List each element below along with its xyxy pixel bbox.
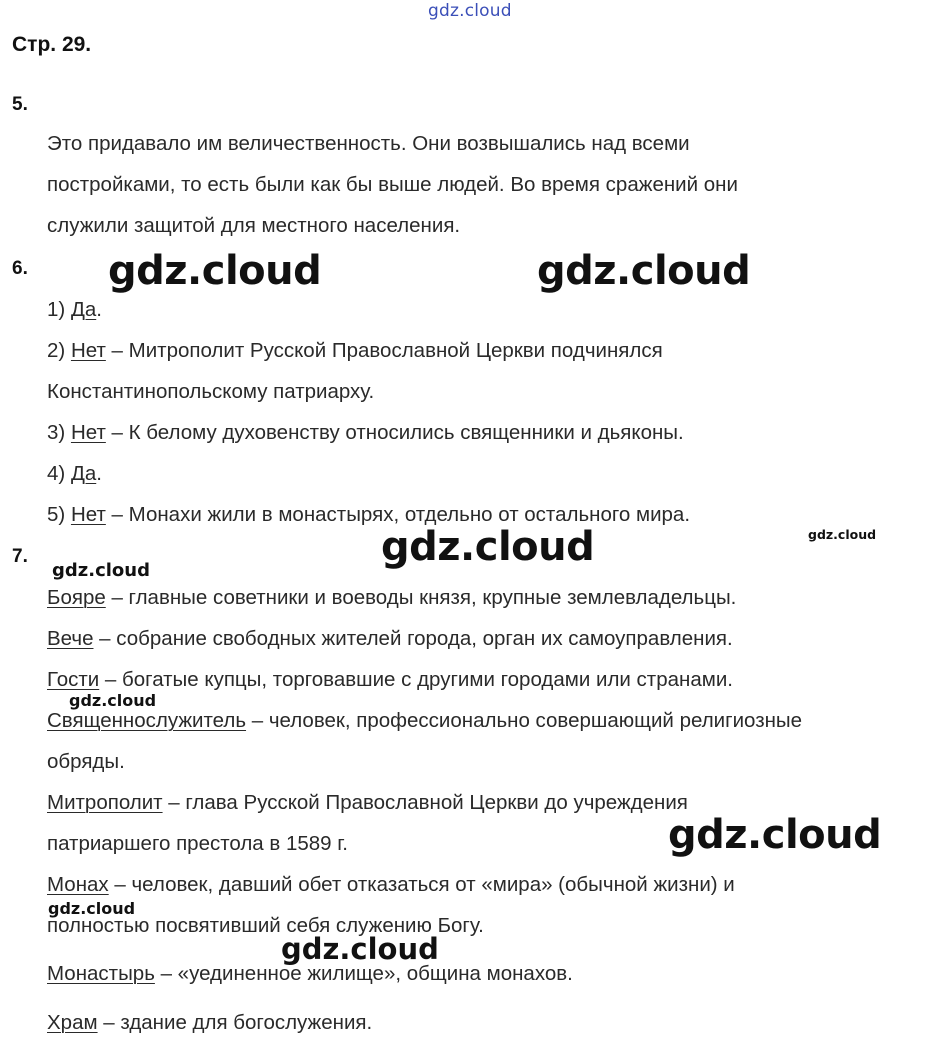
glossary-entry (47, 1011, 372, 1035)
task-5-number: 5. (12, 94, 28, 115)
item-answer: Нет (70, 339, 106, 362)
task-6-item (47, 421, 684, 445)
glossary-entry (47, 709, 802, 733)
item-prefix: 1) (47, 298, 71, 321)
item-prefix: 3) (47, 421, 71, 444)
item-text: – К белому духовенству относились священники и дьяконы. (105, 421, 684, 444)
glossary-term: Гости (47, 668, 100, 691)
glossary-definition: – главные советники и воеводы князя, крупные землевладельцы. (105, 586, 737, 609)
glossary-entry (47, 586, 736, 610)
glossary-term: Бояре (47, 586, 106, 609)
task-6-item (47, 462, 102, 486)
item-prefix: 2) (47, 339, 71, 362)
page-label: Стр. 29. (12, 33, 92, 56)
glossary-term: Священнослужитель (47, 709, 247, 732)
item-answer: Да (70, 298, 97, 321)
glossary-definition: – здание для богослужения. (97, 1011, 373, 1034)
top-watermark: gdz.cloud (428, 1, 512, 21)
glossary-entry (47, 668, 733, 692)
glossary-entry (47, 791, 688, 815)
glossary-continuation: обряды. (47, 750, 125, 773)
watermark: gdz.cloud (281, 932, 439, 966)
item-text: – Митрополит Русской Православной Церкви подчинялся (105, 339, 663, 362)
item-prefix: 4) (47, 462, 71, 485)
watermark: gdz.cloud (808, 527, 877, 542)
glossary-definition: – человек, давший обет отказаться от «мира» (обычной жизни) и (108, 873, 735, 896)
glossary-entry (47, 627, 733, 651)
glossary-continuation: полностью посвятивший себя служению Богу. (47, 914, 484, 937)
task-5-line: Это придавало им величественность. Они возвышались над всеми (47, 132, 690, 155)
item-text: – Монахи жили в монастырях, отдельно от остального мира. (105, 503, 691, 526)
watermark: gdz.cloud (668, 812, 882, 858)
glossary-continuation: патриаршего престола в 1589 г. (47, 832, 348, 855)
watermark: gdz.cloud (69, 691, 157, 710)
task-7-number: 7. (12, 546, 28, 567)
glossary-definition: – богатые купцы, торговавшие с другими городами или странами. (99, 668, 733, 691)
item-answer: Да (70, 462, 97, 485)
task-6-item-continuation: Константинопольскому патриарху. (47, 380, 375, 403)
item-text: . (96, 298, 102, 321)
glossary-term: Вече (47, 627, 94, 650)
glossary-definition: – человек, профессионально совершающий религиозные (246, 709, 803, 732)
glossary-entry (47, 873, 735, 897)
glossary-definition: – «уединенное жилище», община монахов. (154, 962, 573, 985)
glossary-definition: – глава Русской Православной Церкви до учреждения (162, 791, 688, 814)
item-answer: Нет (70, 421, 106, 444)
task-6-item (47, 339, 663, 363)
glossary-term: Храм (47, 1011, 98, 1034)
task-5-line: постройками, то есть были как бы выше людей. Во время сражений они (47, 173, 738, 196)
task-6-item (47, 298, 102, 322)
item-prefix: 5) (47, 503, 71, 526)
glossary-definition: – собрание свободных жителей города, орган их самоуправления. (93, 627, 733, 650)
watermark: gdz.cloud (108, 248, 322, 294)
watermark: gdz.cloud (381, 524, 595, 570)
task-6-number: 6. (12, 258, 28, 279)
item-text: . (96, 462, 102, 485)
glossary-term: Монастырь (47, 962, 155, 985)
watermark: gdz.cloud (52, 560, 150, 581)
watermark: gdz.cloud (537, 248, 751, 294)
task-5-line: служили защитой для местного населения. (47, 214, 461, 237)
glossary-term: Монах (47, 873, 109, 896)
glossary-term: Митрополит (47, 791, 163, 814)
watermark: gdz.cloud (48, 899, 136, 918)
item-answer: Нет (70, 503, 106, 526)
